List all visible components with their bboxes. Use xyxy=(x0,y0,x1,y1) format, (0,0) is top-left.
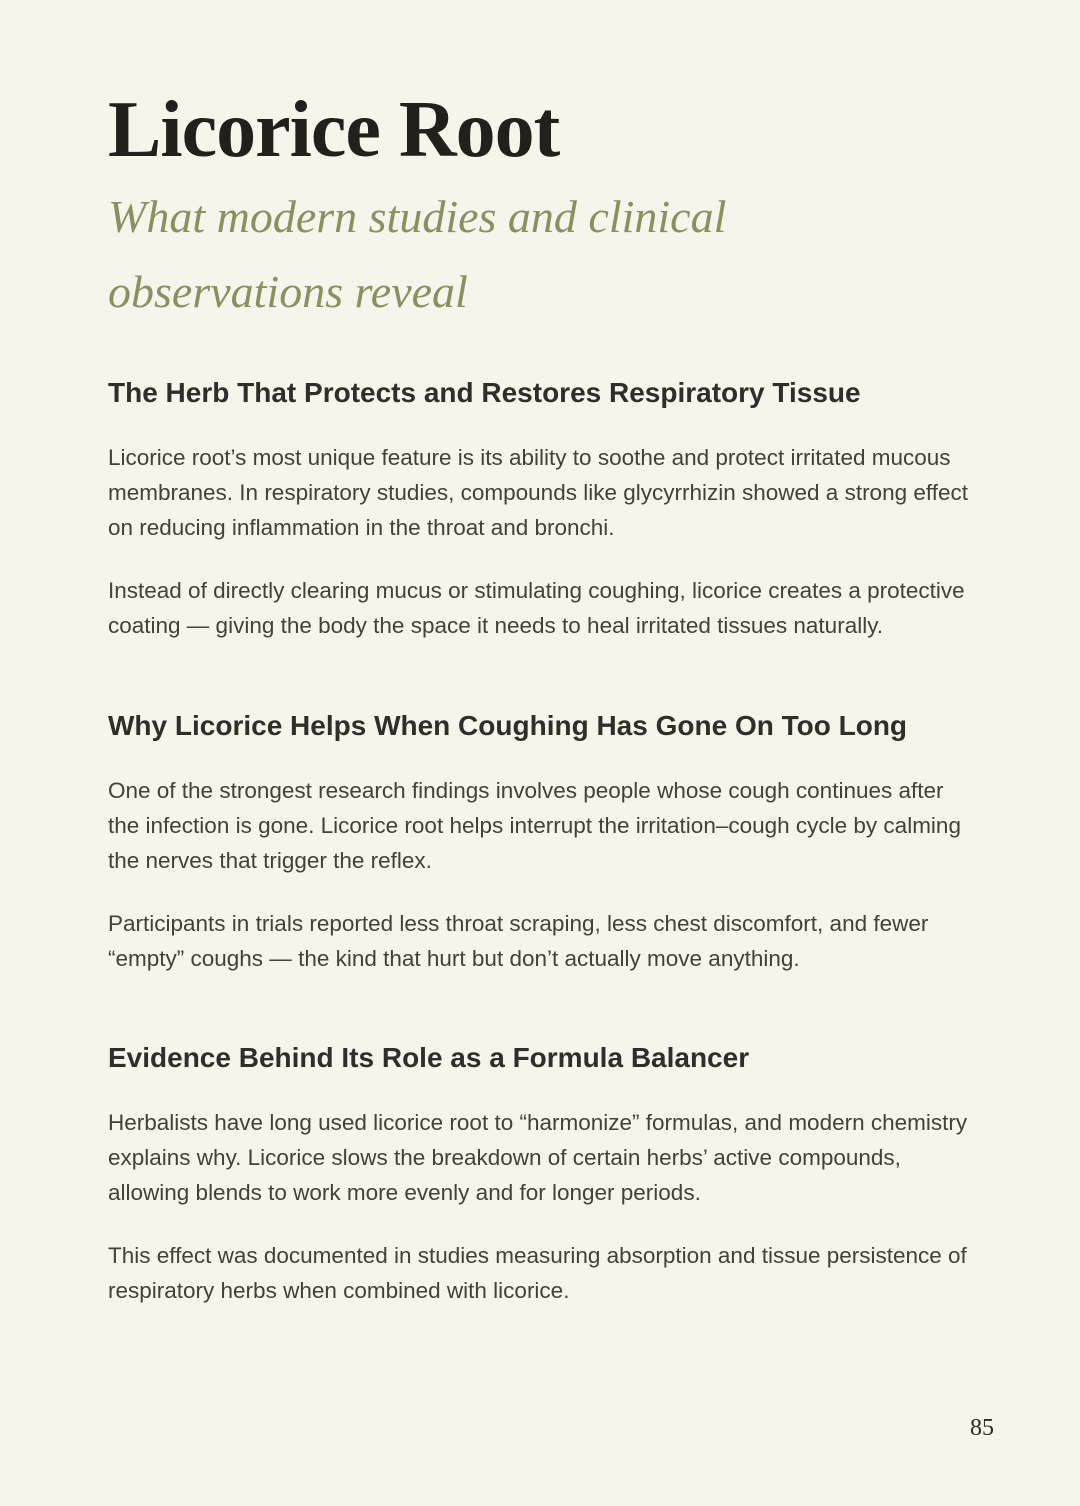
paragraph: This effect was documented in studies measuring absorption and tissue persistence of respiratory herbs when combined with licorice. xyxy=(108,1243,967,1304)
section-heading: Evidence Behind Its Role as a Formula Balancer xyxy=(108,1041,750,1073)
paragraph: One of the strongest research findings involves people whose cough continues after the infection is gone. Licorice root helps interrupt the irritation–cough cycle by calming the nerves that trigger the reflex. xyxy=(108,777,961,873)
page-title: Licorice Root xyxy=(108,86,560,174)
page-number: 85 xyxy=(970,1415,994,1441)
paragraph: Instead of directly clearing mucus or stimulating coughing, licorice creates a protective coating — giving the body the space it needs to heal irritated tissues naturally. xyxy=(108,578,965,639)
section-lingering-cough xyxy=(108,708,972,976)
section-heading: Why Licorice Helps When Coughing Has Gone On Too Long xyxy=(108,709,908,741)
section-respiratory-tissue xyxy=(108,375,972,643)
section-formula-balancer xyxy=(108,1040,972,1308)
paragraph: Licorice root’s most unique feature is its ability to soothe and protect irritated mucous membranes. In respiratory studies, compounds like glycyrrhizin showed a strong effect on reducing inflammation in the throat and bronchi. xyxy=(108,445,968,541)
paragraph: Participants in trials reported less throat scraping, less chest discomfort, and fewer “empty” coughs — the kind that hurt but don’t actually move anything. xyxy=(108,910,929,971)
section-heading: The Herb That Protects and Restores Respiratory Tissue xyxy=(108,377,861,409)
page-subtitle: What modern studies and clinical observations reveal xyxy=(108,191,727,317)
paragraph: Herbalists have long used licorice root to “harmonize” formulas, and modern chemistry explains why. Licorice slows the breakdown of certain herbs’ active compounds, allowing blends to work more evenly and for longer periods. xyxy=(108,1109,968,1206)
